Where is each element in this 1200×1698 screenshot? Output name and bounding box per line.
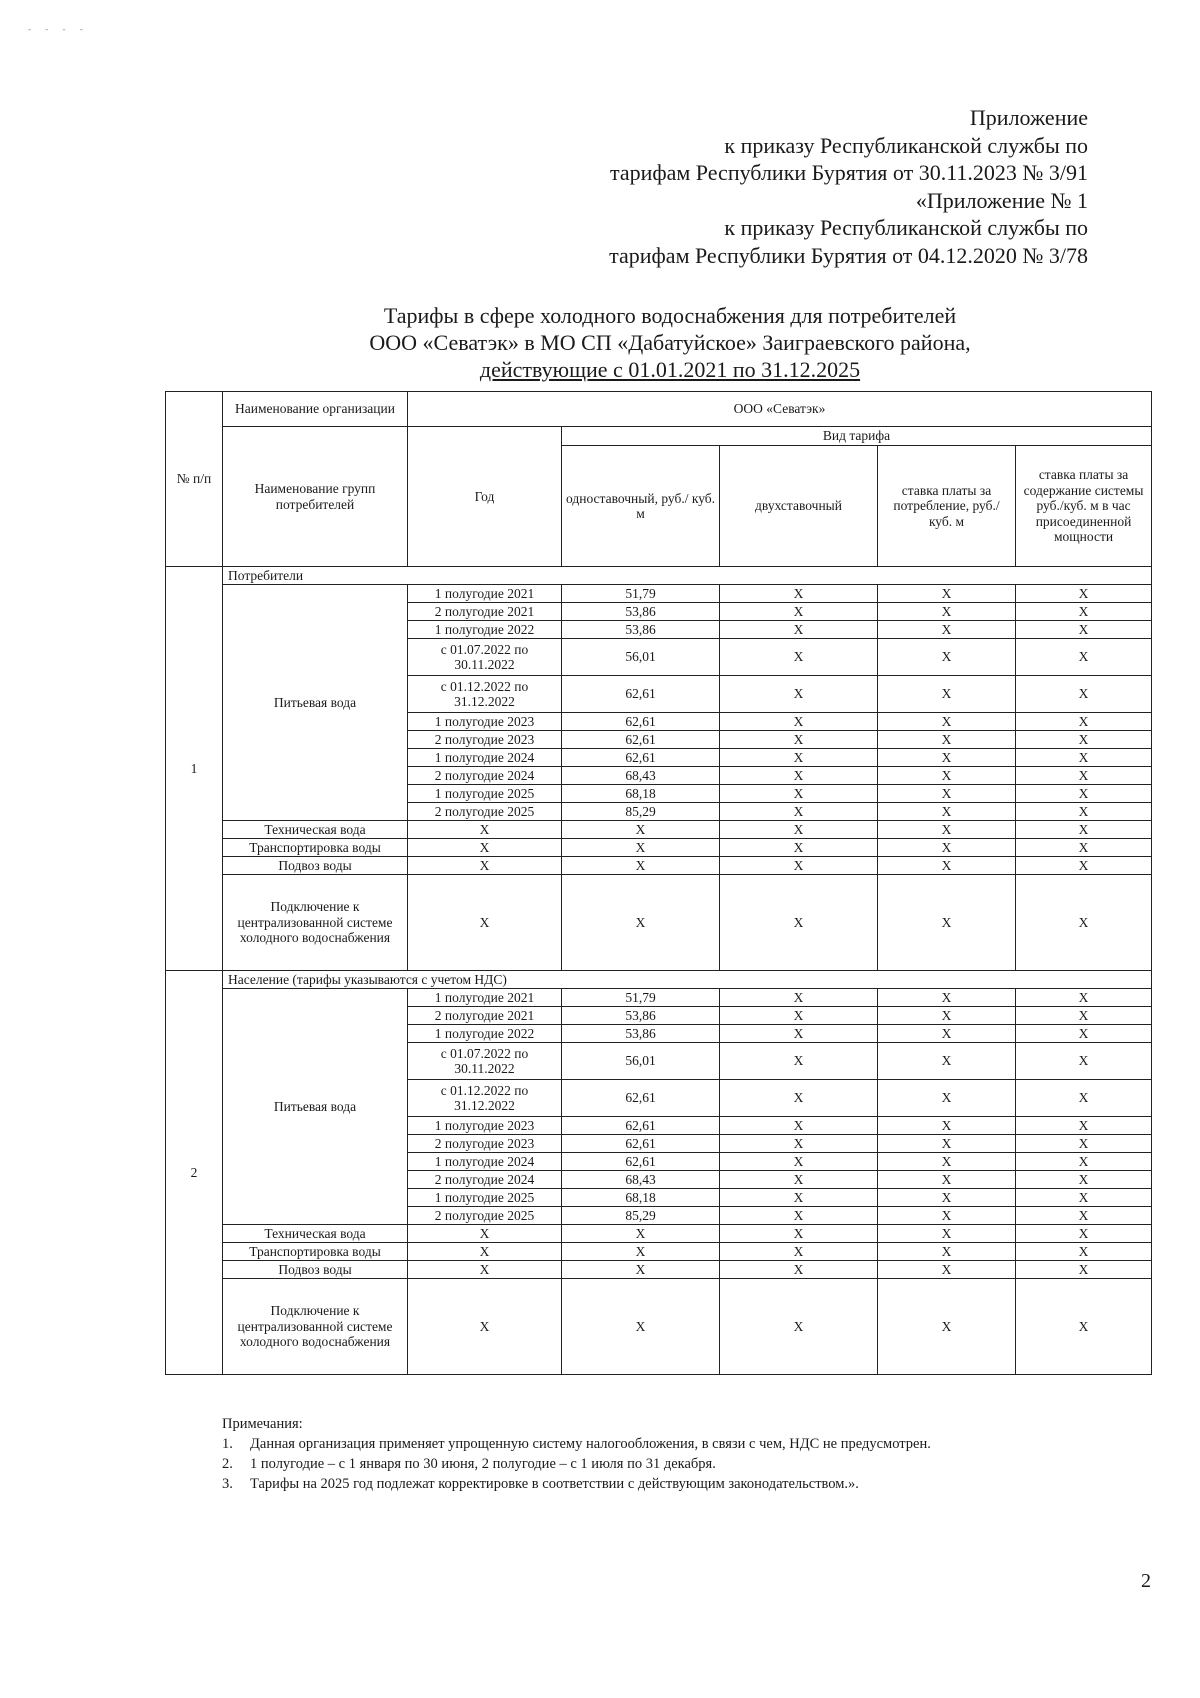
consumption-rate-cell: X — [878, 603, 1016, 621]
one-rate-cell: X — [562, 839, 720, 857]
period-cell: 1 полугодие 2025 — [408, 785, 562, 803]
year-cell: X — [408, 1279, 562, 1375]
period-cell: 2 полугодие 2024 — [408, 1171, 562, 1189]
year-cell: X — [408, 821, 562, 839]
one-rate-cell: 62,61 — [562, 1117, 720, 1135]
two-rate-cell: X — [720, 1043, 878, 1080]
period-cell: 1 полугодие 2024 — [408, 749, 562, 767]
header-line: к приказу Республиканской службы по — [724, 132, 1088, 158]
two-rate-cell: X — [720, 621, 878, 639]
capacity-rate-cell: X — [1016, 1189, 1152, 1207]
one-rate-cell: X — [562, 1279, 720, 1375]
year-cell: X — [408, 875, 562, 971]
two-rate-cell: X — [720, 1261, 878, 1279]
two-rate-cell: X — [720, 603, 878, 621]
capacity-rate-cell: X — [1016, 821, 1152, 839]
note-number: 2. — [222, 1456, 233, 1472]
consumption-rate-cell: X — [878, 1207, 1016, 1225]
one-rate-cell: 68,43 — [562, 1171, 720, 1189]
capacity-rate-cell: X — [1016, 857, 1152, 875]
table-row — [166, 839, 1152, 857]
consumption-rate-cell: X — [878, 821, 1016, 839]
note-text: Данная организация применяет упрощенную систему налогообложения, в связи с чем, НДС не предусмотрен. — [250, 1436, 931, 1452]
header-num: № п/п — [166, 392, 223, 567]
capacity-rate-cell: X — [1016, 839, 1152, 857]
capacity-rate-cell: X — [1016, 1080, 1152, 1117]
table-row — [166, 1279, 1152, 1375]
group-label: Питьевая вода — [223, 989, 408, 1225]
table-row — [166, 857, 1152, 875]
consumption-rate-cell: X — [878, 1261, 1016, 1279]
consumption-rate-cell: X — [878, 1135, 1016, 1153]
consumption-rate-cell: X — [878, 1043, 1016, 1080]
period-cell: 2 полугодие 2021 — [408, 1007, 562, 1025]
table-row — [166, 989, 1152, 1007]
two-rate-cell: X — [720, 1025, 878, 1043]
two-rate-cell: X — [720, 1117, 878, 1135]
one-rate-cell: 53,86 — [562, 603, 720, 621]
header-tariff-kind: Вид тарифа — [562, 427, 1152, 446]
group-label: Подвоз воды — [223, 1261, 408, 1279]
notes-title: Примечания: — [222, 1416, 303, 1432]
note-item — [222, 1454, 1122, 1474]
notes-block — [222, 1414, 1122, 1494]
two-rate-cell: X — [720, 731, 878, 749]
section-number: 1 — [166, 567, 223, 971]
one-rate-cell: 62,61 — [562, 1135, 720, 1153]
consumption-rate-cell: X — [878, 639, 1016, 676]
consumption-rate-cell: X — [878, 1007, 1016, 1025]
period-cell: 1 полугодие 2021 — [408, 989, 562, 1007]
one-rate-cell: X — [562, 1243, 720, 1261]
year-cell: X — [408, 839, 562, 857]
period-cell: 1 полугодие 2021 — [408, 585, 562, 603]
two-rate-cell: X — [720, 1080, 878, 1117]
note-text: Тарифы на 2025 год подлежат корректировке в соответствии с действующим законодательством.». — [250, 1476, 859, 1492]
consumption-rate-cell: X — [878, 585, 1016, 603]
consumption-rate-cell: X — [878, 1243, 1016, 1261]
note-text: 1 полугодие – с 1 января по 30 июня, 2 полугодие – с 1 июля по 31 декабря. — [250, 1456, 716, 1472]
one-rate-cell: 56,01 — [562, 639, 720, 676]
period-cell: 1 полугодие 2024 — [408, 1153, 562, 1171]
period-cell: с 01.12.2022 по 31.12.2022 — [408, 1080, 562, 1117]
two-rate-cell: X — [720, 1207, 878, 1225]
capacity-rate-cell: X — [1016, 803, 1152, 821]
title-line-1: Тарифы в сфере холодного водоснабжения для потребителей — [383, 303, 957, 328]
header-row-1 — [166, 392, 1152, 427]
capacity-rate-cell: X — [1016, 713, 1152, 731]
consumption-rate-cell: X — [878, 621, 1016, 639]
appendix-header — [468, 104, 1088, 269]
period-cell: 1 полугодие 2025 — [408, 1189, 562, 1207]
tariff-table — [165, 391, 1152, 1375]
period-cell: с 01.12.2022 по 31.12.2022 — [408, 676, 562, 713]
period-cell: 1 полугодие 2022 — [408, 621, 562, 639]
header-consumption-rate: ставка платы за потребление, руб./ куб. м — [878, 446, 1016, 567]
section-title: Потребители — [223, 567, 1152, 585]
period-cell: 2 полугодие 2021 — [408, 603, 562, 621]
consumption-rate-cell: X — [878, 839, 1016, 857]
group-label: Транспортировка воды — [223, 839, 408, 857]
document-title — [250, 302, 1090, 383]
consumption-rate-cell: X — [878, 857, 1016, 875]
capacity-rate-cell: X — [1016, 1043, 1152, 1080]
section-number: 2 — [166, 971, 223, 1375]
capacity-rate-cell: X — [1016, 875, 1152, 971]
one-rate-cell: 56,01 — [562, 1043, 720, 1080]
two-rate-cell: X — [720, 803, 878, 821]
capacity-rate-cell: X — [1016, 1261, 1152, 1279]
header-capacity-rate: ставка платы за содержание системы руб./куб. м в час присоединенной мощности — [1016, 446, 1152, 567]
capacity-rate-cell: X — [1016, 731, 1152, 749]
one-rate-cell: 85,29 — [562, 1207, 720, 1225]
consumption-rate-cell: X — [878, 1153, 1016, 1171]
one-rate-cell: 51,79 — [562, 989, 720, 1007]
one-rate-cell: 62,61 — [562, 731, 720, 749]
two-rate-cell: X — [720, 749, 878, 767]
year-cell: X — [408, 1243, 562, 1261]
period-cell: с 01.07.2022 по 30.11.2022 — [408, 639, 562, 676]
consumption-rate-cell: X — [878, 785, 1016, 803]
group-label: Транспортировка воды — [223, 1243, 408, 1261]
capacity-rate-cell: X — [1016, 785, 1152, 803]
one-rate-cell: 53,86 — [562, 621, 720, 639]
consumption-rate-cell: X — [878, 1080, 1016, 1117]
consumption-rate-cell: X — [878, 1171, 1016, 1189]
header-line: Приложение — [969, 105, 1088, 130]
title-line-2: ООО «Севатэк» в МО СП «Дабатуйское» Заиграевского района, — [369, 330, 971, 355]
two-rate-cell: X — [720, 585, 878, 603]
two-rate-cell: X — [720, 1243, 878, 1261]
period-cell: 1 полугодие 2023 — [408, 1117, 562, 1135]
capacity-rate-cell: X — [1016, 585, 1152, 603]
year-cell: X — [408, 1261, 562, 1279]
header-line: тарифам Республики Бурятия от 04.12.2020 № 3/78 — [609, 242, 1088, 268]
capacity-rate-cell: X — [1016, 621, 1152, 639]
two-rate-cell: X — [720, 875, 878, 971]
group-label: Техническая вода — [223, 1225, 408, 1243]
two-rate-cell: X — [720, 785, 878, 803]
capacity-rate-cell: X — [1016, 767, 1152, 785]
two-rate-cell: X — [720, 767, 878, 785]
note-number: 3. — [222, 1476, 233, 1492]
capacity-rate-cell: X — [1016, 1279, 1152, 1375]
capacity-rate-cell: X — [1016, 1135, 1152, 1153]
two-rate-cell: X — [720, 1225, 878, 1243]
one-rate-cell: 62,61 — [562, 1080, 720, 1117]
year-cell: X — [408, 857, 562, 875]
consumption-rate-cell: X — [878, 1225, 1016, 1243]
period-cell: 2 полугодие 2025 — [408, 1207, 562, 1225]
consumption-rate-cell: X — [878, 989, 1016, 1007]
header-line: к приказу Республиканской службы по — [724, 215, 1088, 240]
note-item — [222, 1434, 1122, 1454]
period-cell: 2 полугодие 2024 — [408, 767, 562, 785]
header-one-rate: одноставочный, руб./ куб. м — [562, 446, 720, 567]
two-rate-cell: X — [720, 1153, 878, 1171]
period-cell: с 01.07.2022 по 30.11.2022 — [408, 1043, 562, 1080]
table-row — [166, 1225, 1152, 1243]
header-org-name: ООО «Севатэк» — [408, 392, 1152, 427]
consumption-rate-cell: X — [878, 713, 1016, 731]
capacity-rate-cell: X — [1016, 1243, 1152, 1261]
scan-artifact-marks: - - - - — [28, 24, 89, 34]
capacity-rate-cell: X — [1016, 1025, 1152, 1043]
one-rate-cell: X — [562, 1261, 720, 1279]
two-rate-cell: X — [720, 1279, 878, 1375]
capacity-rate-cell: X — [1016, 1171, 1152, 1189]
table-row — [166, 821, 1152, 839]
period-cell: 1 полугодие 2022 — [408, 1025, 562, 1043]
note-number: 1. — [222, 1436, 233, 1452]
table-row — [166, 875, 1152, 971]
header-group-label: Наименование групп потребителей — [223, 427, 408, 567]
two-rate-cell: X — [720, 821, 878, 839]
one-rate-cell: 62,61 — [562, 676, 720, 713]
one-rate-cell: 53,86 — [562, 1007, 720, 1025]
two-rate-cell: X — [720, 1171, 878, 1189]
capacity-rate-cell: X — [1016, 639, 1152, 676]
header-two-rate: двухставочный — [720, 446, 878, 567]
one-rate-cell: X — [562, 857, 720, 875]
capacity-rate-cell: X — [1016, 1153, 1152, 1171]
period-cell: 1 полугодие 2023 — [408, 713, 562, 731]
capacity-rate-cell: X — [1016, 1225, 1152, 1243]
section-title-row — [166, 567, 1152, 585]
one-rate-cell: 62,61 — [562, 1153, 720, 1171]
one-rate-cell: 51,79 — [562, 585, 720, 603]
section-title-row — [166, 971, 1152, 989]
one-rate-cell: X — [562, 1225, 720, 1243]
consumption-rate-cell: X — [878, 803, 1016, 821]
two-rate-cell: X — [720, 676, 878, 713]
header-line: тарифам Республики Бурятия от 30.11.2023 № 3/91 — [609, 160, 1088, 185]
consumption-rate-cell: X — [878, 1189, 1016, 1207]
table-row — [166, 1261, 1152, 1279]
note-item — [222, 1474, 1122, 1494]
two-rate-cell: X — [720, 839, 878, 857]
title-line-3: действующие с 01.01.2021 по 31.12.2025 — [479, 357, 861, 382]
consumption-rate-cell: X — [878, 676, 1016, 713]
two-rate-cell: X — [720, 989, 878, 1007]
group-label: Питьевая вода — [223, 585, 408, 821]
capacity-rate-cell: X — [1016, 1207, 1152, 1225]
two-rate-cell: X — [720, 1189, 878, 1207]
consumption-rate-cell: X — [878, 731, 1016, 749]
period-cell: 2 полугодие 2023 — [408, 731, 562, 749]
capacity-rate-cell: X — [1016, 603, 1152, 621]
one-rate-cell: 85,29 — [562, 803, 720, 821]
period-cell: 2 полугодие 2025 — [408, 803, 562, 821]
consumption-rate-cell: X — [878, 875, 1016, 971]
one-rate-cell: 68,18 — [562, 1189, 720, 1207]
one-rate-cell: X — [562, 875, 720, 971]
consumption-rate-cell: X — [878, 1279, 1016, 1375]
two-rate-cell: X — [720, 713, 878, 731]
one-rate-cell: 68,18 — [562, 785, 720, 803]
group-label: Подвоз воды — [223, 857, 408, 875]
consumption-rate-cell: X — [878, 1025, 1016, 1043]
two-rate-cell: X — [720, 639, 878, 676]
one-rate-cell: 62,61 — [562, 713, 720, 731]
two-rate-cell: X — [720, 1135, 878, 1153]
header-org-name-label: Наименование организации — [223, 392, 408, 427]
one-rate-cell: 53,86 — [562, 1025, 720, 1043]
consumption-rate-cell: X — [878, 749, 1016, 767]
year-cell: X — [408, 1225, 562, 1243]
group-label: Подключение к централизованной системе холодного водоснабжения — [223, 875, 408, 971]
capacity-rate-cell: X — [1016, 989, 1152, 1007]
capacity-rate-cell: X — [1016, 676, 1152, 713]
two-rate-cell: X — [720, 857, 878, 875]
one-rate-cell: X — [562, 821, 720, 839]
capacity-rate-cell: X — [1016, 1007, 1152, 1025]
page-number: 2 — [1141, 1570, 1151, 1592]
header-row-2 — [166, 427, 1152, 446]
header-year: Год — [408, 427, 562, 567]
section-title: Население (тарифы указываются с учетом НДС) — [223, 971, 1152, 989]
period-cell: 2 полугодие 2023 — [408, 1135, 562, 1153]
consumption-rate-cell: X — [878, 767, 1016, 785]
table-row — [166, 1243, 1152, 1261]
header-line: «Приложение № 1 — [915, 187, 1088, 213]
capacity-rate-cell: X — [1016, 1117, 1152, 1135]
two-rate-cell: X — [720, 1007, 878, 1025]
one-rate-cell: 68,43 — [562, 767, 720, 785]
consumption-rate-cell: X — [878, 1117, 1016, 1135]
one-rate-cell: 62,61 — [562, 749, 720, 767]
table-row — [166, 585, 1152, 603]
group-label: Подключение к централизованной системе холодного водоснабжения — [223, 1279, 408, 1375]
capacity-rate-cell: X — [1016, 749, 1152, 767]
group-label: Техническая вода — [223, 821, 408, 839]
